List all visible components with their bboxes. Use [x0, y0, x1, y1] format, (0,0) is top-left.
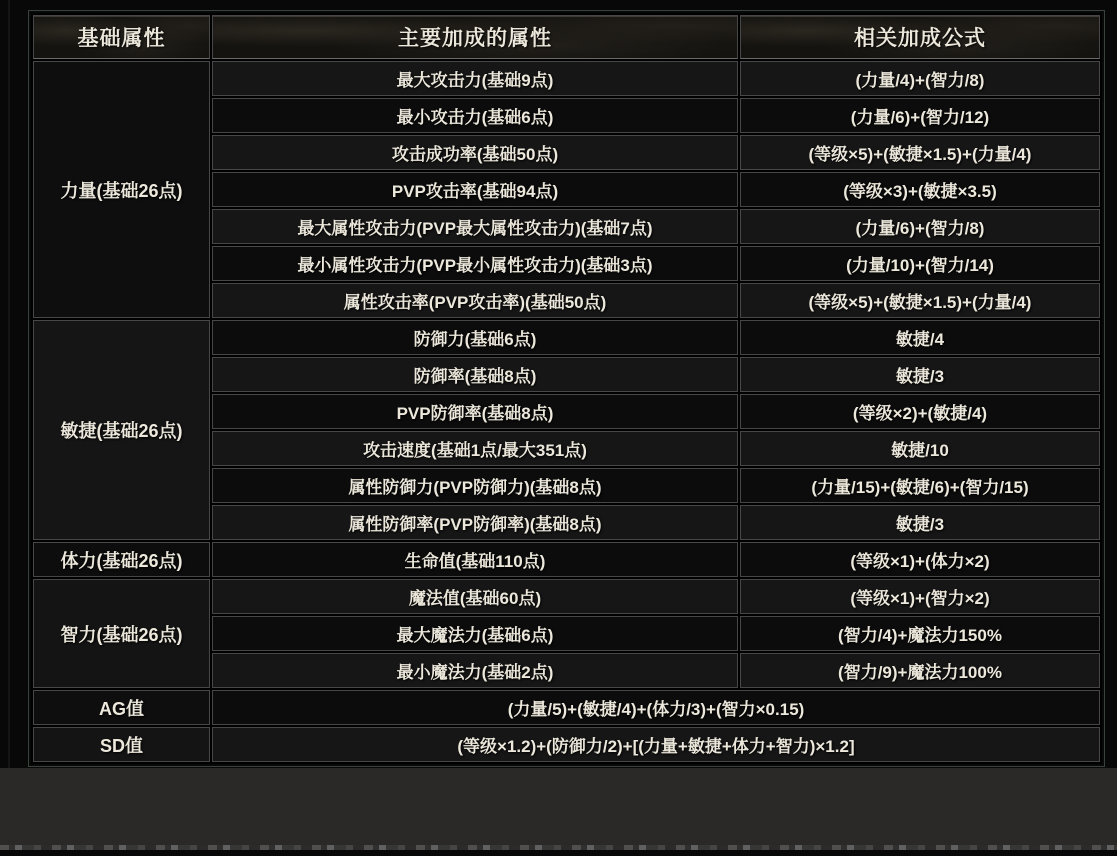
group-cell: SD值 — [33, 727, 210, 762]
formula-cell: (力量/5)+(敏捷/4)+(体力/3)+(智力×0.15) — [212, 690, 1100, 725]
group-cell: AG值 — [33, 690, 210, 725]
attribute-cell: PVP攻击率(基础94点) — [212, 172, 738, 207]
lower-background-band — [0, 768, 1117, 845]
attribute-cell: 属性攻击率(PVP攻击率)(基础50点) — [212, 283, 738, 318]
attribute-cell: 最大属性攻击力(PVP最大属性攻击力)(基础7点) — [212, 209, 738, 244]
formula-cell: (力量/4)+(智力/8) — [740, 61, 1100, 96]
table-row — [33, 579, 1100, 614]
group-cell: 体力(基础26点) — [33, 542, 210, 577]
formula-cell: (智力/9)+魔法力100% — [740, 653, 1100, 688]
table-row — [33, 542, 1100, 577]
formula-cell: 敏捷/3 — [740, 357, 1100, 392]
formula-cell: (等级×5)+(敏捷×1.5)+(力量/4) — [740, 135, 1100, 170]
table-row — [33, 320, 1100, 355]
table-row — [33, 690, 1100, 725]
formula-cell: 敏捷/4 — [740, 320, 1100, 355]
attribute-cell: 属性防御力(PVP防御力)(基础8点) — [212, 468, 738, 503]
attribute-cell: 最大攻击力(基础9点) — [212, 61, 738, 96]
stats-table-frame — [28, 10, 1105, 767]
attribute-cell: 攻击成功率(基础50点) — [212, 135, 738, 170]
attribute-cell: 魔法值(基础60点) — [212, 579, 738, 614]
formula-cell: (等级×3)+(敏捷×3.5) — [740, 172, 1100, 207]
attribute-cell: 最小属性攻击力(PVP最小属性攻击力)(基础3点) — [212, 246, 738, 281]
formula-cell: (等级×1.2)+(防御力/2)+[(力量+敏捷+体力+智力)×1.2] — [212, 727, 1100, 762]
formula-cell: 敏捷/10 — [740, 431, 1100, 466]
table-row — [33, 61, 1100, 96]
table-row — [33, 727, 1100, 762]
bottom-strip — [0, 850, 1117, 856]
stats-table — [31, 13, 1102, 764]
formula-cell: (智力/4)+魔法力150% — [740, 616, 1100, 651]
formula-cell: (等级×2)+(敏捷/4) — [740, 394, 1100, 429]
column-header-bonus-formula: 相关加成公式 — [740, 15, 1100, 59]
attribute-cell: 最小魔法力(基础2点) — [212, 653, 738, 688]
attribute-cell: 攻击速度(基础1点/最大351点) — [212, 431, 738, 466]
attribute-cell: PVP防御率(基础8点) — [212, 394, 738, 429]
group-cell: 力量(基础26点) — [33, 61, 210, 318]
formula-cell: (力量/10)+(智力/14) — [740, 246, 1100, 281]
formula-cell: (力量/6)+(智力/8) — [740, 209, 1100, 244]
formula-cell: (等级×1)+(智力×2) — [740, 579, 1100, 614]
formula-cell: (等级×1)+(体力×2) — [740, 542, 1100, 577]
header-row — [33, 15, 1100, 59]
formula-cell: (力量/6)+(智力/12) — [740, 98, 1100, 133]
formula-cell: (等级×5)+(敏捷×1.5)+(力量/4) — [740, 283, 1100, 318]
attribute-cell: 最小攻击力(基础6点) — [212, 98, 738, 133]
column-header-bonus-attribute: 主要加成的属性 — [212, 15, 738, 59]
formula-cell: 敏捷/3 — [740, 505, 1100, 540]
attribute-cell: 防御力(基础6点) — [212, 320, 738, 355]
attribute-cell: 最大魔法力(基础6点) — [212, 616, 738, 651]
attribute-cell: 防御率(基础8点) — [212, 357, 738, 392]
group-cell: 智力(基础26点) — [33, 579, 210, 688]
attribute-cell: 生命值(基础110点) — [212, 542, 738, 577]
group-cell: 敏捷(基础26点) — [33, 320, 210, 540]
column-header-base-attribute: 基础属性 — [33, 15, 210, 59]
attribute-cell: 属性防御率(PVP防御率)(基础8点) — [212, 505, 738, 540]
formula-cell: (力量/15)+(敏捷/6)+(智力/15) — [740, 468, 1100, 503]
